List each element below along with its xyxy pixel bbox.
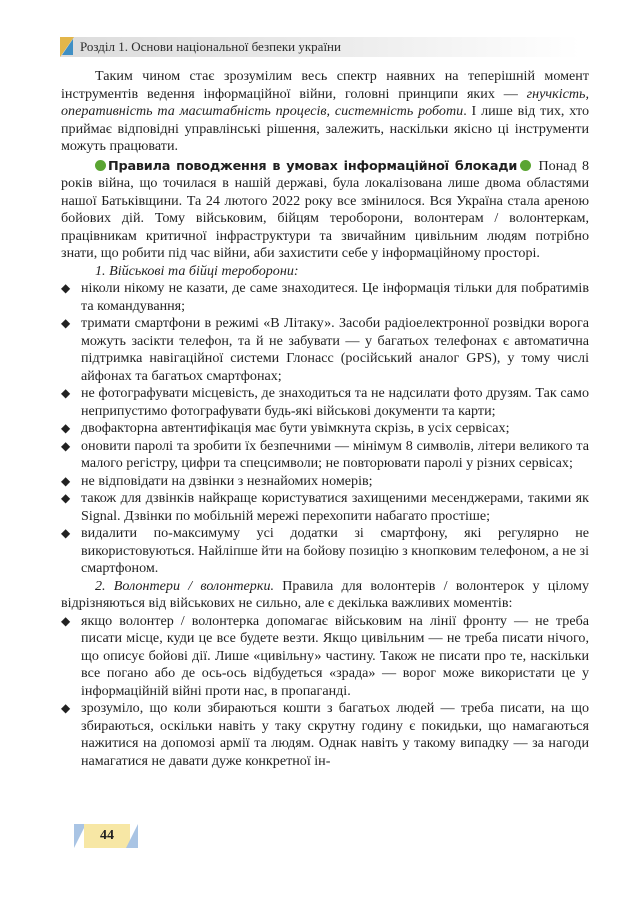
diamond-bullet-icon: ◆ <box>61 316 71 330</box>
list-item <box>61 420 589 438</box>
list-item <box>61 473 589 491</box>
list-item <box>61 700 589 770</box>
list-item-text: також для дзвінків найкраще користуватися захищеними месенджерами, такими як Signal. Дзвінки по мобільній мережі перехопити набагато простіше; <box>81 490 589 524</box>
list-item <box>61 613 589 701</box>
section-text: Понад 8 років війна, що точилася в нашій державі, була локалізована лише двома областями нашої Батьківщини. Та 24 лютого 2022 року все змінилося. Вся Україна стала ареною бойових дій. Тому військовим, бійцям тероборони, волонтерам / волонтеркам, працівникам критичної інфраструктури та звичайним цивільним людям потрібно знати, що робити під час війни, аби захистити себе у інформаційному просторі. <box>61 157 589 261</box>
green-dot-icon <box>95 160 106 171</box>
diamond-bullet-icon: ◆ <box>61 526 71 540</box>
list-item-text: не фотографувати місцевість, де знаходиться та не надсилати фото друзям. Так само неприпустимо фотографувати будь-які військові документи та карти; <box>81 385 589 419</box>
list-item-text: тримати смартфони в режимі «В Літаку». Засоби радіоелектронної розвідки ворога можуть засікти телефон, та й не забувати — у багатьох телефонах є автоматична підтримка навігаційної системи Глонасс (російський аналог GPS), у тому числі айфонах та багатьох смартфонах; <box>81 315 589 384</box>
list-item-text: видалити по-максимуму усі додатки зі смартфону, які регулярно не використовуються. Найліпше йти на бойову позицію з кнопковим телефоном, а не зі смартфоном. <box>81 525 589 576</box>
diamond-bullet-icon: ◆ <box>61 473 71 488</box>
green-dot-icon <box>520 160 531 171</box>
list-item <box>61 385 589 420</box>
diamond-bullet-icon: ◆ <box>61 281 71 295</box>
running-header-title: Розділ 1. Основи національної безпеки україни <box>80 39 341 54</box>
diamond-bullet-icon: ◆ <box>61 421 71 435</box>
list-item-text: ніколи нікому не казати, де саме знаходитеся. Це інформація тільки для побратимів та командування; <box>81 280 589 314</box>
list-item-text: зрозуміло, що коли збираються кошти з багатьох людей — треба писати, на що збираються, оскільки навіть у таку скрутну годину є покидьки, що намагаються нажитися на допомозі армії та людям. Однак навіть у такому випадку — за нагоди намагатися не давати дуже конкретної ін- <box>81 700 589 769</box>
group2-list <box>61 613 589 771</box>
diamond-bullet-icon: ◆ <box>61 491 71 505</box>
list-item-text: оновити паролі та зробити їх безпечними — мінімум 8 символів, літери великого та малого регістру, цифри та спецсимволи; не повторювати паролі у різних сервісах; <box>81 437 589 471</box>
group1-list <box>61 280 589 578</box>
list-item-text: не відповідати на дзвінки з незнайомих номерів; <box>81 472 373 489</box>
header-corner-accent-icon <box>62 39 73 55</box>
intro-text-1: Таким чином стає зрозумілим весь спектр наявних на теперішній момент інструментів ведення інформаційної війни, головні принципи яких — <box>61 68 589 102</box>
page-number: 44 <box>100 828 114 843</box>
list-item <box>61 280 589 315</box>
diamond-bullet-icon: ◆ <box>61 701 71 715</box>
group2-title: 2. Волонтери / волонтерки. <box>95 577 275 594</box>
list-item <box>61 490 589 525</box>
diamond-bullet-icon: ◆ <box>61 386 71 400</box>
page-body <box>61 68 589 770</box>
list-item <box>61 438 589 473</box>
list-item-text: якщо волонтер / волонтерка допомагає військовим на лінії фронту — не треба писати місце, куди це все будете везти. Якщо цивільним — не треба писати нічого, що описує бойові дії. Лише «цивільну» частину. Також не писати про те, наскільки все погано або де ось-ось відбудеться «зрада» — ворог може використати це у інформаційній війні проти нас, в пропаганді. <box>81 612 589 699</box>
intro-text-2: . І лише від тих, хто приймає відповідні управлінські рішення, залежить, наскільки якісно ці інструменти можуть працювати. <box>61 103 589 154</box>
group1-title: 1. Військові та бійці тероборони: <box>95 262 299 279</box>
list-item <box>61 525 589 578</box>
list-item-text: двофакторна автентифікація має бути увімкнута скрізь, в усіх сервісах; <box>81 420 510 436</box>
section-paragraph <box>61 158 589 263</box>
section-heading: Правила поводження в умовах інформаційної блокади <box>108 158 518 174</box>
group2-paragraph <box>61 578 589 613</box>
diamond-bullet-icon: ◆ <box>61 438 71 453</box>
list-item <box>61 315 589 385</box>
diamond-bullet-icon: ◆ <box>61 613 71 628</box>
intro-paragraph <box>61 68 589 156</box>
intro-italic-text: гнучкість, оперативність та масштабність процесів, системність роботи <box>61 85 589 119</box>
group2-text: Правила для волонтерів / волонтерок у цілому відрізняються від військових не сильно, але є декілька важливих моментів: <box>61 577 589 611</box>
